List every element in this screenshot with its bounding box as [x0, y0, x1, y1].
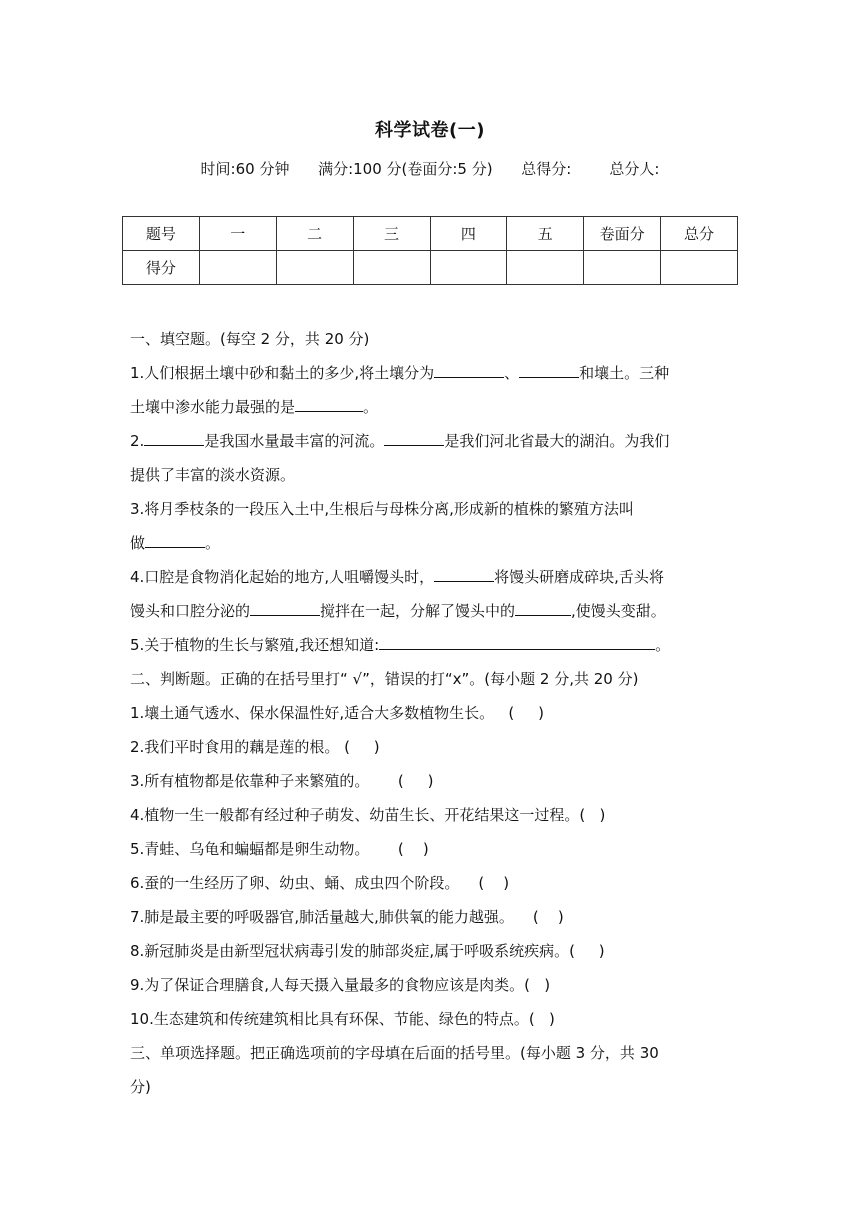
question-text: 。 [655, 636, 671, 654]
section-title: 二、判断题。正确的在括号里打“ √”，错误的打“x”。(每小题 2 分,共 20 分) [130, 670, 639, 688]
exam-title: 科学试卷(一) [375, 120, 485, 141]
score-table-header-cell: 四 [430, 217, 507, 251]
question-line [130, 560, 734, 594]
score-cell[interactable] [276, 251, 353, 285]
answer-blank[interactable] [519, 358, 579, 378]
question-text: 做 [130, 534, 146, 552]
answer-blank[interactable] [379, 630, 655, 650]
answer-blank[interactable] [295, 392, 363, 412]
score-cell[interactable] [199, 251, 276, 285]
score-cell[interactable] [430, 251, 507, 285]
question-line: 3.将月季枝条的一段压入土中,生根后与母株分离,形成新的植株的繁殖方法叫 [130, 500, 634, 518]
question-text: 。 [363, 398, 379, 416]
question-text: 是我国水量最丰富的河流。 [204, 432, 385, 450]
score-table-header-cell: 五 [507, 217, 584, 251]
score-table-header-cell: 题号 [123, 217, 200, 251]
score-cell[interactable] [507, 251, 584, 285]
judgment-item: 7.肺是最主要的呼吸器官,肺活量越大,肺供氧的能力越强。 ( ) [130, 908, 564, 926]
question-line [130, 628, 734, 662]
question-text: ,使馒头变甜。 [571, 602, 666, 620]
question-text: 搅拌在一起，分解了馒头中的 [320, 602, 516, 620]
question-text: 是我们河北省最大的湖泊。为我们 [444, 432, 670, 450]
judgment-item: 10.生态建筑和传统建筑相比具有环保、节能、绿色的特点。( ) [130, 1010, 555, 1028]
question-text: 5.关于植物的生长与繁殖,我还想知道: [130, 636, 380, 654]
question-line [130, 356, 734, 390]
score-table-header-row [123, 217, 738, 251]
section-title: 三、单项选择题。把正确选项前的字母填在后面的括号里。(每小题 3 分，共 30 [130, 1044, 659, 1062]
score-cell[interactable] [661, 251, 738, 285]
question-text: 2. [130, 432, 145, 450]
judgment-item: 8.新冠肺炎是由新型冠状病毒引发的肺部炎症,属于呼吸系统疾病。( ) [130, 942, 605, 960]
question-line [130, 424, 734, 458]
question-content [130, 322, 734, 1104]
question-text: 1.人们根据土壤中砂和黏土的多少,将土壤分为 [130, 364, 435, 382]
score-table-header-cell: 一 [199, 217, 276, 251]
judgment-item: 9.为了保证合理膳食,人每天摄入量最多的食物应该是肉类。( ) [130, 976, 551, 994]
judgment-item: 3.所有植物都是依靠种子来繁殖的。 ( ) [130, 772, 434, 790]
score-cell[interactable] [584, 251, 661, 285]
judgment-item: 4.植物一生一般都有经过种子萌发、幼苗生长、开花结果这一过程。( ) [130, 806, 606, 824]
question-line [130, 390, 734, 424]
question-line: 提供了丰富的淡水资源。 [130, 466, 296, 484]
score-table-header-cell: 三 [353, 217, 430, 251]
score-label: 得分 [123, 251, 200, 285]
score-table [122, 216, 738, 285]
question-text: 、 [504, 364, 520, 382]
judgment-item: 5.青蛙、乌龟和蝙蝠都是卵生动物。 ( ) [130, 840, 429, 858]
question-text: 。 [205, 534, 221, 552]
judgment-item: 2.我们平时食用的藕是莲的根。 ( ) [130, 738, 380, 756]
score-table-header-cell: 卷面分 [584, 217, 661, 251]
question-line [130, 594, 734, 628]
section-title: 一、填空题。(每空 2 分，共 20 分) [130, 330, 370, 348]
answer-blank[interactable] [144, 426, 204, 446]
answer-blank[interactable] [250, 596, 320, 616]
question-line [130, 526, 734, 560]
score-cell[interactable] [353, 251, 430, 285]
judgment-item: 6.蚕的一生经历了卵、幼虫、蛹、成虫四个阶段。 ( ) [130, 874, 510, 892]
question-text: 将馒头研磨成碎块,舌头将 [494, 568, 664, 586]
answer-blank[interactable] [515, 596, 571, 616]
question-text: 馒头和口腔分泌的 [130, 602, 251, 620]
score-table-header-cell: 二 [276, 217, 353, 251]
question-text: 4.口腔是食物消化起始的地方,人咀嚼馒头时， [130, 568, 435, 586]
answer-blank[interactable] [145, 528, 205, 548]
judgment-item: 1.壤土通气透水、保水保温性好,适合大多数植物生长。 ( ) [130, 704, 544, 722]
answer-blank[interactable] [434, 358, 504, 378]
answer-blank[interactable] [434, 562, 494, 582]
exam-info: 时间:60 分钟 满分:100 分(卷面分:5 分) 总得分: 总分人: [200, 160, 660, 178]
question-text: 和壤土。三种 [579, 364, 670, 382]
section-title-continued: 分) [130, 1078, 151, 1096]
question-text: 土壤中渗水能力最强的是 [130, 398, 296, 416]
score-table-score-row [123, 251, 738, 285]
score-table-header-cell: 总分 [661, 217, 738, 251]
answer-blank[interactable] [384, 426, 444, 446]
